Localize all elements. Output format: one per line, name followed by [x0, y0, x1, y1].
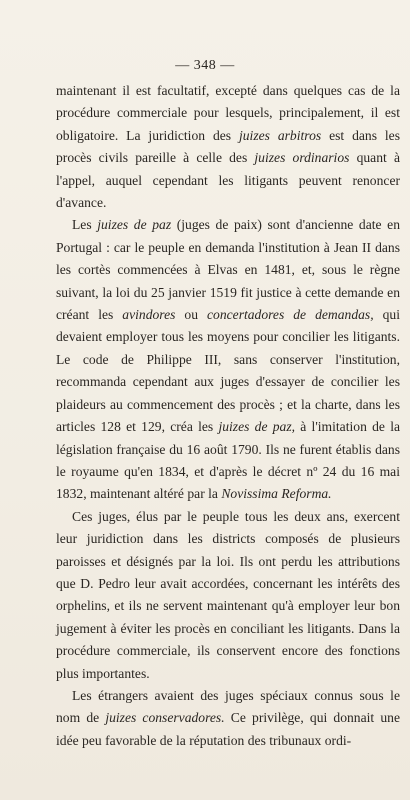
- italic-term: juizes conservadores.: [105, 710, 225, 726]
- page-number: — 348 —: [175, 58, 235, 73]
- text-run: (juges de paix) sont d'ancienne date en Portugal : car le peuple en demanda l'institution à Jean II dans les cortès commencées à Elvas en 1481, et, sous le règne suivant, la loi du 25 janvier 1519 fit justice à cette demande en créant les: [56, 217, 400, 323]
- italic-term: juizes de paz: [97, 217, 172, 233]
- italic-term: avindores: [122, 307, 176, 323]
- italic-term: juizes arbitros: [238, 127, 322, 143]
- paragraph: [56, 80, 400, 214]
- paragraph: [56, 506, 400, 685]
- paragraph: [56, 685, 400, 752]
- text-run: ou: [175, 307, 207, 323]
- text-run: Les étrangers avaient des juges spéciaux connus sous le nom de: [56, 687, 400, 726]
- text-run: maintenant il est facultatif, excepté dans quelques cas de la procédure commerciale pour lesquels, principalement, il est obligatoire. La juridiction des: [56, 83, 400, 143]
- text-run: Ce privilège, qui donnait une idée peu favorable de la réputation des tribunaux ordi-: [56, 710, 400, 748]
- text-run: qui devaient employer tous les moyens pour concilier les litigants. Le code de Philippe III, sans conserver l'institution, recommanda cependant aux juges d'essayer de concilier les plaideurs au commencement des procès ; et la charte, dans les articles 128 et 129, créa les: [56, 307, 400, 435]
- text-run: à l'imitation de la législation française du 16 août 1790. Ils ne furent établis dans le royaume qu'en 1834, et d'après le décret nº 24 du 16 mai 1832, maintenant altéré par la: [56, 419, 401, 502]
- text-run: Ces juges, élus par le peuple tous les deux ans, exercent leur juridiction dans les districts composés de plusieurs paroisses et désignés par la loi. Ils ont perdu les attributions que D. Pedro leur avait accordées, concernant les intérêts des orphelins, et ils ne servent maintenant qu'à employer leur bon jugement à éviter les procès en conciliant les litigants. Dans la procédure commerciale, ils conservent encore des fonctions plus importantes.: [56, 508, 400, 681]
- body-text: [56, 80, 400, 752]
- italic-term: concertadores de demandas,: [207, 307, 374, 323]
- italic-term: juizes de paz,: [218, 419, 296, 435]
- paragraph: [56, 214, 400, 505]
- text-run: est dans les procès civils pareille à celle des: [56, 127, 400, 166]
- italic-term: juizes ordinarios: [254, 150, 350, 166]
- text-run: quant à l'appel, auquel cependant les litigants peuvent renoncer d'avance.: [56, 150, 400, 211]
- text-run: Les: [72, 217, 98, 233]
- italic-term: Novissima Reforma.: [221, 486, 332, 502]
